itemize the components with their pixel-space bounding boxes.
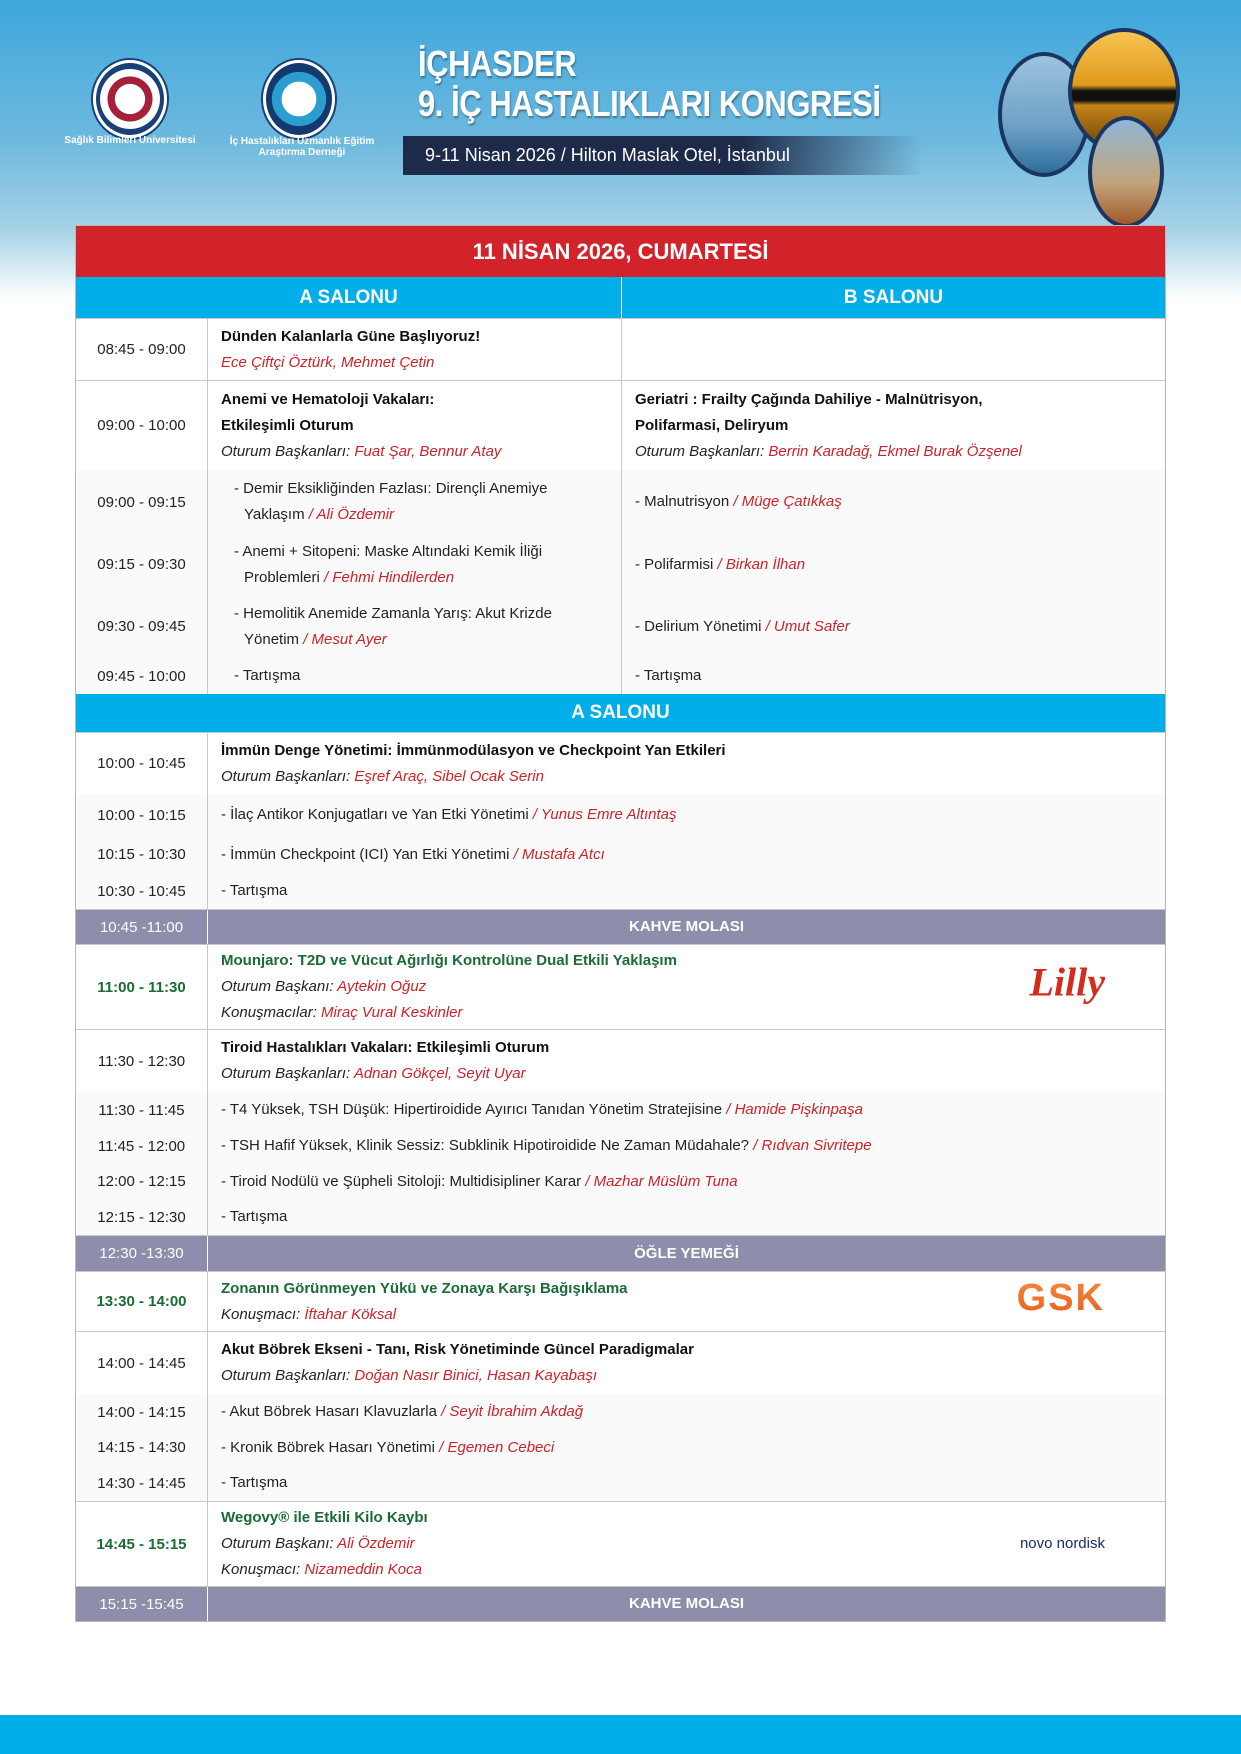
session-text: - Anemi + Sitopeni: Maske Altındaki Kemik İliği Problemleri [234, 542, 543, 586]
talk-row [76, 1430, 1165, 1465]
time-slot: 12:30 -13:30 [76, 1236, 208, 1271]
session-text: İmmün Denge Yönetimi: İmmünmodülasyon ve Checkpoint Yan Etkileri [221, 741, 726, 759]
time-slot: 13:30 - 14:00 [76, 1272, 208, 1331]
break-row [76, 1586, 1165, 1621]
program-table [75, 225, 1166, 1622]
role-label: Konuşmacı: [221, 1561, 305, 1578]
speaker-name: / Rıdvan Sivritepe [753, 1137, 872, 1154]
session-row [76, 1501, 1165, 1586]
text-line [221, 663, 608, 689]
speaker-name: / Hamide Pişkinpaşa [726, 1101, 863, 1118]
text-line [221, 1061, 1152, 1087]
text-line [221, 324, 608, 350]
text-line [221, 948, 1152, 974]
talk-row [76, 1199, 1165, 1235]
speaker-name: Doğan Nasır Binici, Hasan Kayabaşı [354, 1367, 598, 1384]
session-cell [208, 945, 1165, 1029]
salon-a-cell [208, 595, 622, 658]
speaker-name: / Fehmi Hindilerden [324, 568, 455, 586]
text-line [221, 1276, 1152, 1302]
session-text: Zonanın Görünmeyen Yükü ve Zonaya Karşı Bağışıklama [221, 1279, 628, 1297]
congress-header [0, 0, 1241, 225]
text-line [221, 1337, 1152, 1363]
text-line [221, 1133, 1152, 1159]
text-line [221, 842, 1152, 868]
speaker-name: Ali Özdemir [337, 1535, 415, 1552]
text-line [221, 1302, 1152, 1328]
role-label: Konuşmacılar: [221, 1004, 322, 1021]
salon-a-cell [208, 534, 622, 595]
session-text: - Tartışma [234, 667, 301, 684]
session-cell [208, 1332, 1165, 1394]
session-text: Dünden Kalanlarla Güne Başlıyoruz! [221, 327, 481, 345]
text-line [221, 439, 608, 465]
salon-b-cell [622, 595, 1165, 658]
text-line [221, 601, 608, 653]
text-line [221, 738, 1152, 764]
session-text: - Tartışma [221, 882, 288, 899]
text-line [221, 539, 608, 591]
speaker-name: / Egemen Cebeci [439, 1438, 555, 1456]
speaker-name: / Umut Safer [765, 617, 850, 635]
session-cell [208, 1465, 1165, 1501]
text-line [221, 1035, 1152, 1061]
time-slot: 11:45 - 12:00 [76, 1128, 208, 1164]
time-slot: 14:30 - 14:45 [76, 1465, 208, 1501]
role-label: Konuşmacı: [221, 1305, 305, 1323]
salon-a-header: A SALONU [76, 694, 1165, 732]
salon-a-cell [208, 470, 622, 534]
speaker-name: İftahar Köksal [304, 1305, 397, 1323]
time-slot: 09:30 - 09:45 [76, 595, 208, 658]
session-text: - T4 Yüksek, TSH Düşük: Hipertiroidide Ayırıcı Tanıdan Yönetim Stratejisine [221, 1101, 727, 1118]
university-logo-caption: Sağlık Bilimleri Üniversitesi [64, 135, 196, 146]
text-line [635, 614, 1152, 640]
session-text: - Hemolitik Anemide Zamanla Yarış: Akut Krizde Yönetim [234, 604, 552, 648]
session-cell [208, 1199, 1165, 1235]
time-slot: 09:15 - 09:30 [76, 534, 208, 595]
session-text: - Malnutrisyon [635, 493, 734, 510]
speaker-name: Aytekin Oğuz [337, 978, 427, 995]
session-text: - Tartışma [221, 1208, 288, 1225]
talk-row [76, 873, 1165, 909]
session-text: Tiroid Hastalıkları Vakaları: Etkileşimli Oturum [221, 1039, 550, 1056]
session-text: Wegovy® ile Etkili Kilo Kaybı [221, 1509, 428, 1526]
role-label: Oturum Başkanları: [221, 1367, 355, 1384]
session-text: - Tiroid Nodülü ve Şüpheli Sitoloji: Multidisipliner Karar [221, 1172, 586, 1190]
talk-row [76, 1128, 1165, 1164]
session-text: Mounjaro: T2D ve Vücut Ağırlığı Kontrolüne Dual Etkili Yaklaşım [221, 952, 677, 969]
talk-row [76, 794, 1165, 836]
istanbul-photo-galata [1088, 116, 1164, 228]
role-label: Oturum Başkanları: [221, 1065, 354, 1082]
session-text: - Polifarmisi [635, 555, 718, 573]
text-line [221, 1435, 1152, 1461]
talk-row [76, 1465, 1165, 1501]
text-line [635, 663, 1152, 689]
role-label: Oturum Başkanı: [221, 1535, 338, 1552]
salon-b-header: B SALONU [622, 277, 1165, 318]
speaker-name: / Müge Çatıkkaş [733, 493, 842, 510]
text-line [221, 1000, 1152, 1026]
role-label: Oturum Başkanları: [221, 442, 355, 460]
speaker-name: Adnan Gökçel, Seyit Uyar [353, 1065, 526, 1082]
session-cell [208, 873, 1165, 909]
session-text: Polifarmasi, Deliryum [635, 416, 789, 434]
session-text: - Tartışma [635, 667, 702, 684]
break-label [208, 910, 1165, 944]
time-slot: 15:15 -15:45 [76, 1587, 208, 1621]
time-slot: 08:45 - 09:00 [76, 319, 208, 380]
session-text: Etkileşimli Oturum [221, 416, 354, 434]
sponsor-logo-text: GSK [1016, 1276, 1105, 1319]
text-line [221, 974, 1152, 1000]
session-text: - İlaç Antikor Konjugatları ve Yan Etki Yönetimi [221, 806, 533, 823]
session-row [76, 732, 1165, 794]
time-slot: 11:30 - 12:30 [76, 1030, 208, 1092]
time-slot: 09:00 - 10:00 [76, 381, 208, 470]
session-text: Geriatri : Frailty Çağında Dahiliye - Malnütrisyon, [635, 390, 983, 408]
date-venue-bar: 9-11 Nisan 2026 / Hilton Maslak Otel, İstanbul [403, 136, 923, 175]
time-slot: 10:15 - 10:30 [76, 836, 208, 873]
break-label [208, 1587, 1165, 1621]
session-cell [208, 836, 1165, 873]
speaker-name: / Ali Özdemir [308, 506, 395, 523]
text-line [221, 878, 1152, 904]
talk-row [76, 836, 1165, 873]
session-cell [208, 1128, 1165, 1164]
break-label [208, 1236, 1165, 1271]
session-text: - Demir Eksikliğinden Fazlası: Dirençli Anemiye Yaklaşım [234, 480, 548, 523]
session-row [76, 1271, 1165, 1331]
time-slot: 12:15 - 12:30 [76, 1199, 208, 1235]
text-line [221, 1470, 1152, 1496]
time-slot: 11:30 - 11:45 [76, 1092, 208, 1128]
text-line [221, 1531, 1152, 1557]
time-slot: 09:45 - 10:00 [76, 658, 208, 694]
text-line [221, 802, 1152, 828]
session-cell [208, 1272, 1165, 1331]
break-text: KAHVE MOLASI [628, 1595, 744, 1612]
session-text: - Kronik Böbrek Hasarı Yönetimi [221, 1438, 440, 1456]
session-cell [208, 1164, 1165, 1199]
text-line [221, 1505, 1152, 1531]
salon-a-cell [208, 319, 622, 380]
association-logo-caption: İç Hastalıkları Uzmanlık Eğitim Araştırma Derneği [229, 136, 375, 158]
text-line [221, 413, 608, 439]
salon-b-cell [622, 381, 1165, 470]
text-line [221, 350, 608, 376]
session-cell [208, 1394, 1165, 1430]
break-row [76, 909, 1165, 944]
speaker-name: / Birkan İlhan [717, 555, 806, 573]
university-logo [93, 60, 167, 138]
speaker-name: Fuat Şar, Bennur Atay [354, 442, 502, 460]
text-line [635, 439, 1152, 465]
break-text: KAHVE MOLASI [628, 918, 744, 935]
salon-b-cell [622, 534, 1165, 595]
salon-header-row [76, 694, 1165, 732]
text-line [221, 387, 608, 413]
text-line [221, 1363, 1152, 1389]
text-line [635, 387, 1152, 413]
speaker-name: Eşref Araç, Sibel Ocak Serin [354, 767, 544, 785]
text-line [221, 1169, 1152, 1195]
text-line [635, 552, 1152, 578]
lilly-logo [1029, 959, 1105, 1005]
session-text: - TSH Hafif Yüksek, Klinik Sessiz: Subklinik Hipotiroidide Ne Zaman Müdahale? [221, 1137, 754, 1154]
talk-row [76, 470, 1165, 534]
session-text: - Tartışma [221, 1474, 288, 1491]
salon-a-cell [208, 381, 622, 470]
talk-row [76, 658, 1165, 694]
sponsor-logo-text: Lilly [1029, 959, 1105, 1005]
salon-b-cell [622, 658, 1165, 694]
time-slot: 12:00 - 12:15 [76, 1164, 208, 1199]
association-logo [263, 60, 335, 138]
speaker-name: / Mustafa Atcı [513, 845, 605, 863]
role-label: Oturum Başkanları: [221, 767, 355, 785]
speaker-name: / Seyit İbrahim Akdağ [441, 1403, 584, 1420]
session-text: Akut Böbrek Ekseni - Tanı, Risk Yönetiminde Güncel Paradigmalar [221, 1341, 694, 1358]
salon-a-header: A SALONU [76, 277, 622, 318]
session-row [76, 1331, 1165, 1394]
congress-title: İÇHASDER 9. İÇ HASTALIKLARI KONGRESİ [418, 43, 881, 124]
talk-row [76, 534, 1165, 595]
speaker-name: Berrin Karadağ, Ekmel Burak Özşenel [768, 442, 1022, 460]
text-line [221, 476, 608, 528]
time-slot: 10:00 - 10:45 [76, 733, 208, 794]
time-slot: 09:00 - 09:15 [76, 470, 208, 534]
session-text: - İmmün Checkpoint (ICI) Yan Etki Yönetimi [221, 845, 514, 863]
text-line [635, 413, 1152, 439]
session-row [76, 380, 1165, 470]
break-row [76, 1235, 1165, 1271]
speaker-name: / Mesut Ayer [303, 630, 387, 648]
speaker-name: Miraç Vural Keskinler [321, 1004, 463, 1021]
time-slot: 14:15 - 14:30 [76, 1430, 208, 1465]
break-text: ÖĞLE YEMEĞİ [634, 1244, 739, 1262]
talk-row [76, 1394, 1165, 1430]
time-slot: 14:00 - 14:15 [76, 1394, 208, 1430]
session-cell [208, 1092, 1165, 1128]
session-cell [208, 794, 1165, 836]
text-line [635, 489, 1152, 515]
session-cell [208, 1030, 1165, 1092]
time-slot: 11:00 - 11:30 [76, 945, 208, 1029]
time-slot: 10:45 -11:00 [76, 910, 208, 944]
text-line [221, 1097, 1152, 1123]
role-label: Oturum Başkanları: [635, 442, 769, 460]
session-cell [208, 1430, 1165, 1465]
speaker-name: / Mazhar Müslüm Tuna [585, 1172, 738, 1190]
text-line [221, 764, 1152, 790]
talk-row [76, 1164, 1165, 1199]
text-line [221, 1204, 1152, 1230]
text-line [221, 1557, 1152, 1583]
salon-b-cell [622, 470, 1165, 534]
talk-row [76, 595, 1165, 658]
session-row [76, 1029, 1165, 1092]
talk-row [76, 1092, 1165, 1128]
session-text: - Delirium Yönetimi [635, 617, 766, 635]
footer-bar [0, 1715, 1241, 1754]
time-slot: 14:00 - 14:45 [76, 1332, 208, 1394]
salon-header-row [76, 277, 1165, 318]
salon-b-cell [622, 319, 1165, 380]
day-title: 11 NİSAN 2026, CUMARTESİ [76, 226, 1165, 277]
speaker-name: Nizameddin Koca [304, 1561, 422, 1578]
time-slot: 10:30 - 10:45 [76, 873, 208, 909]
session-text: - Akut Böbrek Hasarı Klavuzlarla [221, 1403, 442, 1420]
speaker-name: Ece Çiftçi Öztürk, Mehmet Çetin [221, 353, 435, 371]
salon-a-cell [208, 658, 622, 694]
novo-logo [1020, 1531, 1105, 1557]
session-row [76, 318, 1165, 380]
gsk-logo [1016, 1276, 1105, 1319]
sponsor-logo-text: novo nordisk [1019, 1535, 1105, 1552]
session-text: Anemi ve Hematoloji Vakaları: [221, 390, 435, 408]
role-label: Oturum Başkanı: [221, 978, 338, 995]
text-line [221, 1399, 1152, 1425]
time-slot: 10:00 - 10:15 [76, 794, 208, 836]
time-slot: 14:45 - 15:15 [76, 1502, 208, 1586]
session-row [76, 944, 1165, 1029]
speaker-name: / Yunus Emre Altıntaş [532, 806, 677, 823]
session-cell [208, 733, 1165, 794]
session-cell [208, 1502, 1165, 1586]
